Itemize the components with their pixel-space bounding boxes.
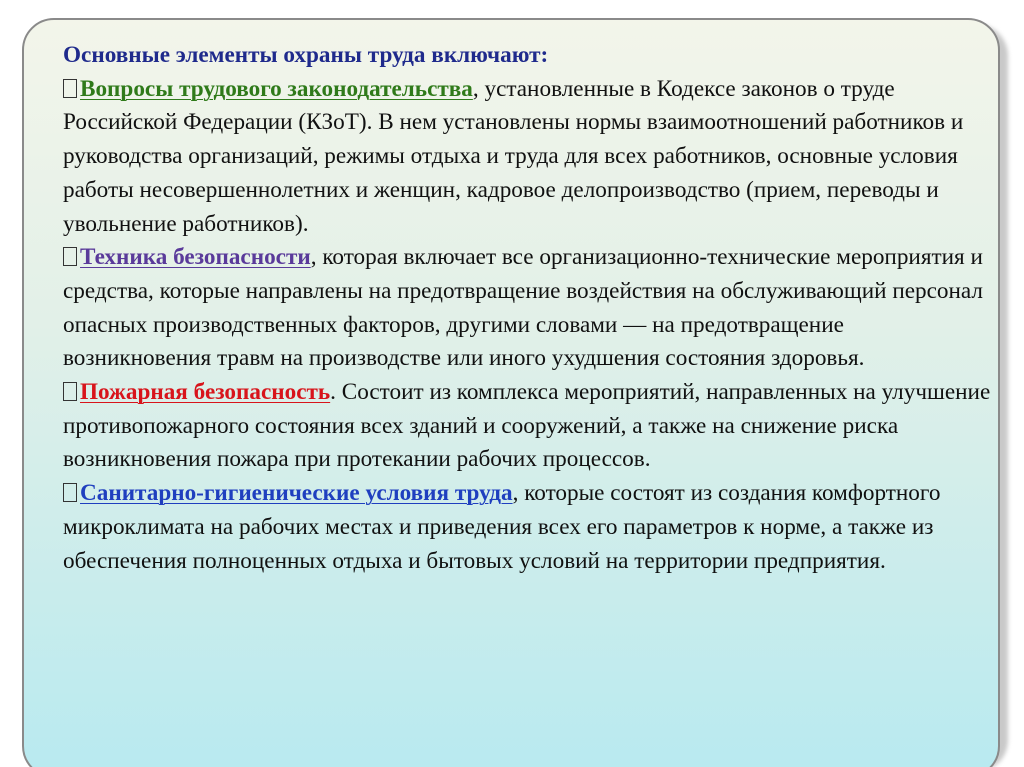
list-item-sanitary bbox=[63, 477, 993, 578]
term-fire-safety: Пожарная безопасность bbox=[80, 379, 331, 406]
square-bullet-icon bbox=[63, 483, 77, 502]
square-bullet-icon bbox=[63, 382, 77, 401]
item-text-safety: , которая включает все организационно-технические мероприятия и средства, которые направлены на предотвращение воздействия на обслуживающий персонал опасных производственных факторов, другими словами — на предотвращение возникновения травм на производстве или иного ухудшения состояния здоровья. bbox=[63, 244, 983, 372]
item-text-sanitary: , которые состоят из создания комфортного микроклимата на рабочих местах и приведения всех его параметров к норме, а также из обеспечения полноценных отдыха и бытовых условий на территории предприятия. bbox=[63, 480, 941, 574]
list-item-fire-safety bbox=[63, 376, 993, 477]
slide-heading: Основные элементы охраны труда включают: bbox=[63, 42, 549, 68]
term-safety: Техника безопасности bbox=[80, 244, 311, 271]
list-item-labor-law bbox=[63, 73, 993, 242]
square-bullet-icon bbox=[63, 79, 77, 98]
term-sanitary: Санитарно-гигиенические условия труда bbox=[80, 480, 513, 507]
term-labor-law: Вопросы трудового законодательства bbox=[80, 75, 473, 102]
item-text-fire-safety: . Состоит из комплекса мероприятий, направленных на улучшение противопожарного состояния всех зданий и сооружений, а также на снижение риска возникновения пожара при протекании рабочих процессов. bbox=[63, 379, 991, 473]
slide-panel bbox=[22, 18, 1000, 767]
list-item-safety bbox=[63, 241, 993, 376]
slide-text bbox=[63, 39, 993, 578]
square-bullet-icon bbox=[63, 247, 77, 266]
item-text-labor-law: , установленные в Кодексе законов о труде Российской Федерации (КЗоТ). В нем установлены нормы взаимоотношений работников и руководства организаций, режимы отдыха и труда для всех работников, основные условия работы несовершеннолетних и женщин, кадровое делопроизводство (прием, переводы и увольнение работников). bbox=[63, 75, 964, 237]
